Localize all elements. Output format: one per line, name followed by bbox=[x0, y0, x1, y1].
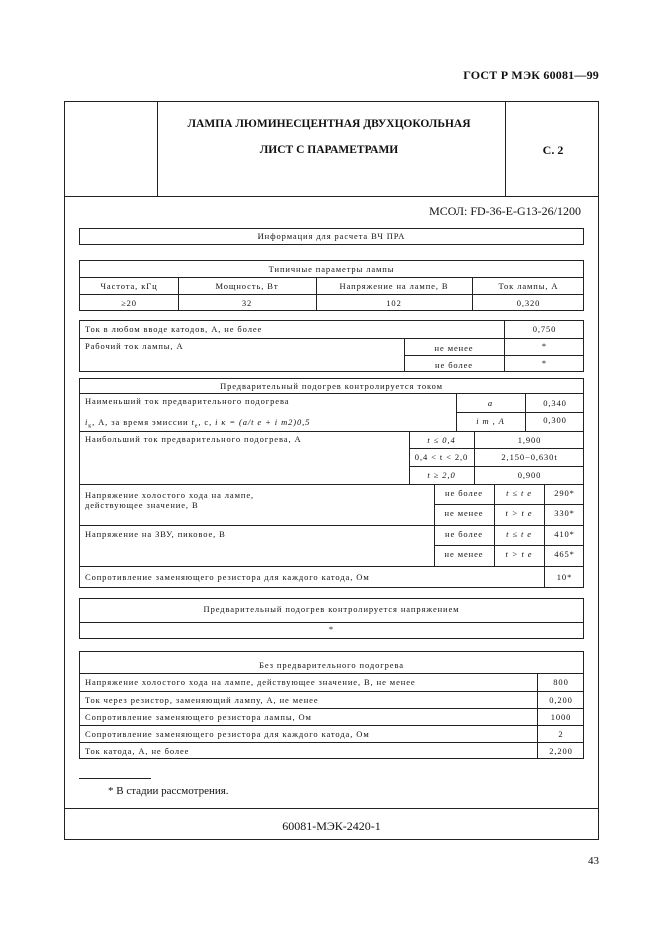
typical-value-voltage: 102 bbox=[386, 298, 402, 308]
ocv-cond-1: t ≤ t e bbox=[506, 488, 532, 498]
currents-table bbox=[79, 320, 584, 372]
operating-max-label: не более bbox=[435, 360, 473, 370]
cathode-current-label: Ток в любом вводе катодов, А, не более bbox=[85, 324, 263, 334]
typical-caption: Типичные параметры лампы bbox=[268, 264, 395, 274]
hf-info-caption: Информация для расчета ВЧ ПРА bbox=[257, 231, 406, 241]
ik-subscript: к bbox=[88, 423, 93, 430]
max-preheat-value-3: 0,900 bbox=[517, 470, 542, 480]
max-preheat-value-2: 2,150−0,630t bbox=[501, 452, 558, 462]
footnote-rule bbox=[79, 778, 151, 779]
te-symbol: t bbox=[191, 417, 195, 427]
ik-symbol: i bbox=[85, 417, 89, 427]
operating-min-value: * bbox=[541, 341, 548, 351]
document-number: 60081-МЭК-2420-1 bbox=[282, 819, 381, 833]
no-preheat-label-5: Ток катода, А, не более bbox=[85, 746, 190, 756]
a-label: a bbox=[487, 398, 494, 408]
sheet-title: ЛИСТ С ПАРАМЕТРАМИ bbox=[259, 144, 399, 156]
voltage-preheat-table bbox=[79, 598, 584, 639]
zvu-limit-2: не менее bbox=[444, 549, 484, 559]
te-subscript: е bbox=[194, 423, 199, 430]
no-preheat-table bbox=[79, 651, 584, 759]
current-preheat-caption: Предварительный подогрев контролируется током bbox=[220, 381, 443, 391]
no-preheat-label-4: Сопротивление заменяющего резистора для каждого катода, Ом bbox=[85, 729, 370, 739]
cathode-current-value: 0,750 bbox=[532, 324, 557, 334]
max-preheat-value-1: 1,900 bbox=[517, 435, 542, 445]
current-preheat-table bbox=[79, 378, 584, 588]
no-preheat-value-4: 2 bbox=[558, 729, 564, 739]
typical-value-frequency: ≥20 bbox=[121, 298, 137, 308]
typical-value-power: 32 bbox=[241, 298, 253, 308]
no-preheat-value-2: 0,200 bbox=[549, 695, 573, 705]
ocv-value-1: 290* bbox=[554, 488, 575, 498]
resistor-label: Сопротивление заменяющего резистора для каждого катода, Ом bbox=[85, 572, 370, 582]
voltage-preheat-value: * bbox=[328, 624, 335, 634]
ocv-label-2: действующее значение, В bbox=[85, 500, 199, 510]
no-preheat-value-5: 2,200 bbox=[549, 746, 573, 756]
zvu-value-2: 465* bbox=[554, 549, 575, 559]
lamp-designation: МСОЛ: FD-36-E-G13-26/1200 bbox=[429, 204, 581, 218]
resistor-value: 10* bbox=[556, 572, 573, 582]
typical-header-voltage: Напряжение на лампе, В bbox=[339, 281, 449, 291]
typical-parameters-table bbox=[79, 260, 584, 311]
min-preheat-label: Наименьший ток предварительного подогрева bbox=[85, 396, 290, 406]
zvu-value-1: 410* bbox=[554, 529, 575, 539]
zvu-limit-1: не более bbox=[445, 529, 483, 539]
te-unit: , с, bbox=[198, 417, 213, 427]
no-preheat-label-1: Напряжение холостого хода на лампе, действующее значение, В, не менее bbox=[85, 677, 416, 687]
operating-current-label: Рабочий ток лампы, А bbox=[85, 341, 184, 351]
ik-unit: , А, за время эмиссии bbox=[92, 417, 189, 427]
footer-divider bbox=[65, 808, 598, 809]
preheat-formula: i к = (a/t e + i m2)0,5 bbox=[215, 417, 311, 427]
ocv-limit-1: не более bbox=[445, 488, 483, 498]
im-value: 0,300 bbox=[543, 415, 567, 425]
no-preheat-label-3: Сопротивление заменяющего резистора лампы, Ом bbox=[85, 712, 312, 722]
operating-max-value: * bbox=[541, 358, 548, 368]
ocv-label-1: Напряжение холостого хода на лампе, bbox=[85, 490, 255, 500]
max-preheat-cond-3: t ≥ 2,0 bbox=[427, 470, 456, 480]
max-preheat-label: Наибольший ток предварительного подогрева, А bbox=[85, 434, 302, 444]
lamp-title: ЛАМПА ЛЮМИНЕСЦЕНТНАЯ ДВУХЦОКОЛЬНАЯ bbox=[187, 118, 471, 130]
typical-header-power: Мощность, Вт bbox=[215, 281, 279, 291]
sheet-frame bbox=[64, 101, 599, 840]
zvu-cond-2: t > t e bbox=[505, 549, 533, 559]
hf-info-box bbox=[79, 228, 584, 245]
standard-designation: ГОСТ Р МЭК 60081—99 bbox=[463, 68, 599, 82]
im-label: i m , А bbox=[476, 416, 505, 426]
typical-header-current: Ток лампы, А bbox=[498, 281, 559, 291]
max-preheat-cond-1: t ≤ 0,4 bbox=[427, 435, 456, 445]
max-preheat-cond-2: 0,4 < t < 2,0 bbox=[414, 452, 469, 462]
operating-min-label: не менее bbox=[434, 343, 474, 353]
ocv-limit-2: не менее bbox=[444, 508, 484, 518]
no-preheat-value-3: 1000 bbox=[550, 712, 572, 722]
sheet-number: С. 2 bbox=[542, 143, 564, 157]
ocv-value-2: 330* bbox=[554, 508, 575, 518]
a-value: 0,340 bbox=[543, 398, 567, 408]
zvu-label: Напряжение на ЗВУ, пиковое, В bbox=[85, 529, 226, 539]
title-divider-left bbox=[157, 102, 158, 196]
zvu-cond-1: t ≤ t e bbox=[506, 529, 532, 539]
voltage-preheat-caption: Предварительный подогрев контролируется напряжением bbox=[203, 604, 460, 614]
footnote: * В стадии рассмотрения. bbox=[108, 785, 229, 797]
typical-header-frequency: Частота, кГц bbox=[100, 281, 158, 291]
no-preheat-value-1: 800 bbox=[553, 677, 569, 687]
page-number: 43 bbox=[588, 855, 599, 867]
typical-value-current: 0,320 bbox=[516, 298, 541, 308]
title-divider-bottom bbox=[65, 196, 598, 197]
no-preheat-caption: Без предварительного подогрева bbox=[259, 660, 404, 670]
no-preheat-label-2: Ток через резистор, заменяющий лампу, А, не менее bbox=[85, 695, 319, 705]
ocv-cond-2: t > t e bbox=[505, 508, 533, 518]
